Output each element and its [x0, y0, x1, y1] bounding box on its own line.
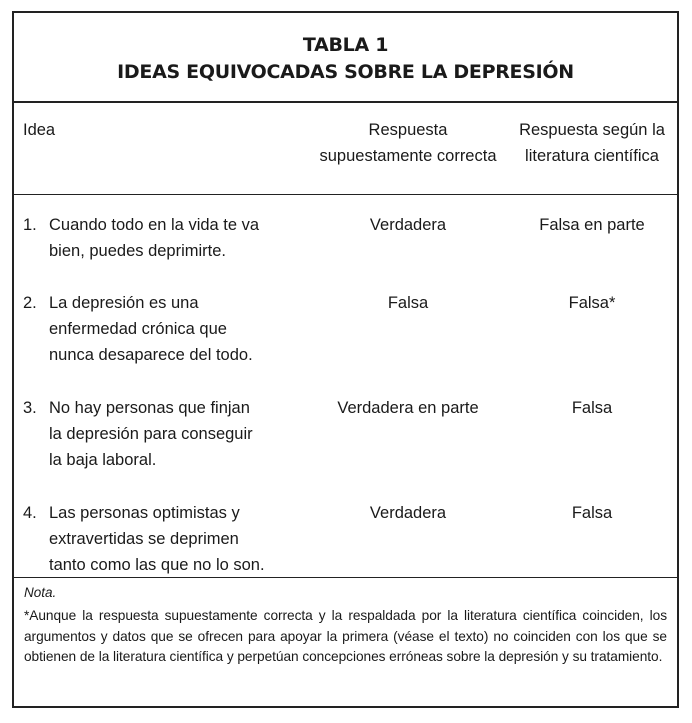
row-2-idea-line: enfermedad crónica que [49, 320, 227, 338]
row-4-respuesta-literatura: Falsa [571, 504, 613, 522]
row-4-idea-line: tanto como las que no lo son. [49, 556, 265, 574]
row-3-idea [23, 395, 313, 473]
table-number: TABLA 1 [302, 34, 389, 56]
table-title-block [14, 13, 677, 103]
table-title: IDEAS EQUIVOCADAS SOBRE LA DEPRESIÓN [117, 61, 574, 83]
row-4-number: 4. [23, 504, 37, 522]
header-respuesta-literatura-line2: literatura científica [525, 147, 659, 165]
table-header-row [14, 103, 677, 195]
row-1-number: 1. [23, 216, 37, 234]
row-3-respuesta-supuesta: Verdadera en parte [337, 399, 479, 417]
header-respuesta-supuesta-line1: Respuesta [368, 121, 448, 139]
row-3-idea-line: la depresión para conseguir [49, 425, 253, 443]
header-respuesta-literatura [507, 117, 677, 169]
row-2-idea-line: nunca desaparece del todo. [49, 346, 253, 364]
table-frame [12, 11, 679, 708]
row-4-idea-line: Las personas optimistas y [49, 504, 240, 522]
note-text: *Aunque la respuesta supuestamente correcta y la respaldada por la literatura científica coinciden, los argumentos y datos que se ofrecen para apoyar la primera (véase el texto) no coinciden con los que se obtienen de la literatura científica y perpetúan concepciones erróneas sobre la depresión y su tratamiento. [24, 608, 667, 664]
row-3-idea-text [49, 395, 313, 473]
row-1-idea-line: bien, puedes deprimirte. [49, 242, 227, 260]
row-1-idea-line: Cuando todo en la vida te va [49, 216, 260, 234]
table-body [14, 195, 677, 578]
row-1-respuesta-literatura: Falsa en parte [539, 216, 645, 234]
row-1-idea-text [49, 212, 313, 264]
row-1-idea [23, 212, 313, 264]
row-1-respuesta-supuesta: Verdadera [369, 216, 447, 234]
row-4-idea-line: extravertidas se deprimen [49, 530, 239, 548]
header-respuesta-supuesta [308, 117, 508, 169]
row-2-idea-text [49, 290, 313, 368]
row-3-idea-line: No hay personas que finjan [49, 399, 250, 417]
header-idea: Idea [23, 121, 56, 139]
note-label: Nota. [24, 585, 57, 600]
header-respuesta-literatura-line1: Respuesta según la [519, 121, 665, 139]
row-3-respuesta-literatura: Falsa [571, 399, 613, 417]
row-2-respuesta-literatura: Falsa* [568, 294, 616, 312]
table-note [14, 578, 677, 668]
row-2-idea-line: La depresión es una [49, 294, 199, 312]
row-4-respuesta-supuesta: Verdadera [369, 504, 447, 522]
row-4-idea-text [49, 500, 313, 578]
row-2-respuesta-supuesta: Falsa [387, 294, 429, 312]
row-2-idea [23, 290, 313, 368]
row-4-idea [23, 500, 313, 578]
row-3-number: 3. [23, 399, 37, 417]
header-respuesta-supuesta-line2: supuestamente correcta [319, 147, 497, 165]
row-3-idea-line: la baja laboral. [49, 451, 157, 469]
row-2-number: 2. [23, 294, 37, 312]
